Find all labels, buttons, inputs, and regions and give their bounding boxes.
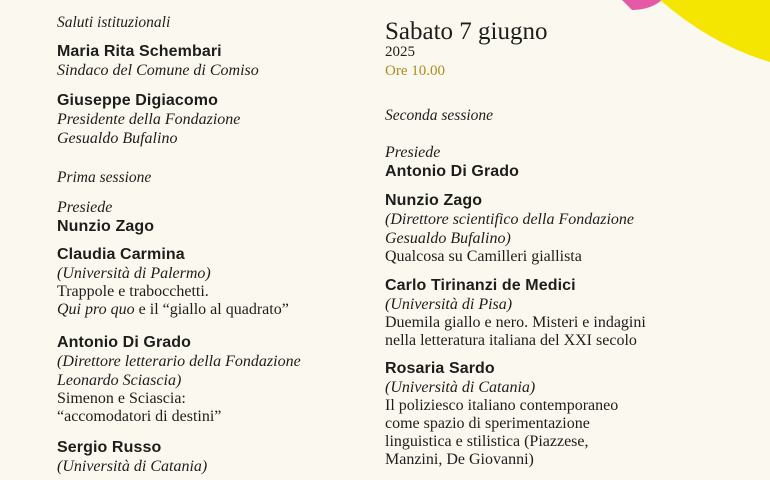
speaker-name: Nunzio Zago	[385, 192, 483, 209]
saluti-speaker-2	[57, 91, 240, 148]
presiede-name: Antonio Di Grado	[385, 163, 520, 180]
talk-title-line-2: “accomodatori di destini”	[57, 408, 222, 425]
talk-title-line-1: Qualcosa su Camilleri giallista	[385, 248, 582, 265]
speaker-name: Claudia Carmina	[57, 246, 185, 263]
presiede-block	[57, 198, 154, 236]
speaker-name: Carlo Tirinanzi de Medici	[385, 277, 576, 294]
speaker-name: Giuseppe Digiacomo	[57, 92, 218, 109]
speaker-sergio-russo	[57, 438, 207, 476]
presiede-block	[385, 143, 519, 181]
presiede-name: Nunzio Zago	[57, 218, 155, 235]
speaker-role: (Università di Catania)	[385, 379, 536, 396]
talk-title-line-1: Trappole e trabocchetti.	[57, 283, 209, 300]
speaker-name: Antonio Di Grado	[57, 334, 192, 351]
speaker-antonio-di-grado	[57, 333, 301, 426]
saluti-label: Saluti istituzionali	[57, 14, 171, 31]
event-time: Ore 10.00	[385, 63, 445, 79]
presiede-label: Presiede	[57, 199, 113, 216]
talk-title-line-3: linguistica e stilistica (Piazzese,	[385, 433, 589, 450]
speaker-role: Presidente della Fondazione	[57, 111, 241, 128]
pink-shape	[622, 0, 662, 10]
speaker-name: Rosaria Sardo	[385, 360, 495, 377]
speaker-role-line-2: Leonardo Sciascia)	[57, 372, 182, 389]
saluti-speaker-1	[57, 42, 259, 80]
speaker-role: (Università di Palermo)	[57, 265, 211, 282]
speaker-role: (Direttore scientifico della Fondazione	[385, 211, 634, 228]
seconda-sessione-label: Seconda sessione	[385, 107, 494, 124]
talk-title-line-4: Manzini, De Giovanni)	[385, 451, 534, 468]
speaker-role-line-2: Gesualdo Bufalino	[57, 130, 178, 147]
talk-title-line-2: come spazio di sperimentazione	[385, 415, 590, 432]
speaker-role: Sindaco del Comune di Comiso	[57, 62, 259, 79]
speaker-name: Sergio Russo	[57, 439, 162, 456]
speaker-role: (Università di Catania)	[57, 458, 208, 475]
speaker-role: (Università di Pisa)	[385, 296, 513, 313]
speaker-role-line-2: Gesualdo Bufalino)	[385, 230, 511, 247]
talk-title-line-2	[57, 301, 289, 319]
talk-title-line-2: nella letteratura italiana del XXI secolo	[385, 332, 637, 349]
talk-italic: Qui pro quo	[57, 301, 135, 318]
yellow-shape	[660, 0, 770, 62]
talk-rest: e il “giallo al quadrato”	[134, 301, 289, 318]
prima-sessione-label: Prima sessione	[57, 169, 152, 186]
speaker-carlo-tirinanzi	[385, 276, 646, 350]
speaker-role: (Direttore letterario della Fondazione	[57, 353, 301, 370]
talk-title-line-1: Duemila giallo e nero. Misteri e indagini	[385, 314, 646, 331]
event-year: 2025	[385, 44, 415, 60]
talk-title-line-1: Simenon e Sciascia:	[57, 390, 186, 407]
speaker-claudia-carmina	[57, 245, 289, 319]
event-date: Sabato 7 giugno	[385, 18, 548, 45]
speaker-nunzio-zago	[385, 191, 634, 266]
talk-title-line-1: Il poliziesco italiano contemporaneo	[385, 397, 619, 414]
presiede-label: Presiede	[385, 144, 441, 161]
speaker-rosaria-sardo	[385, 359, 618, 469]
speaker-name: Maria Rita Schembari	[57, 43, 222, 60]
